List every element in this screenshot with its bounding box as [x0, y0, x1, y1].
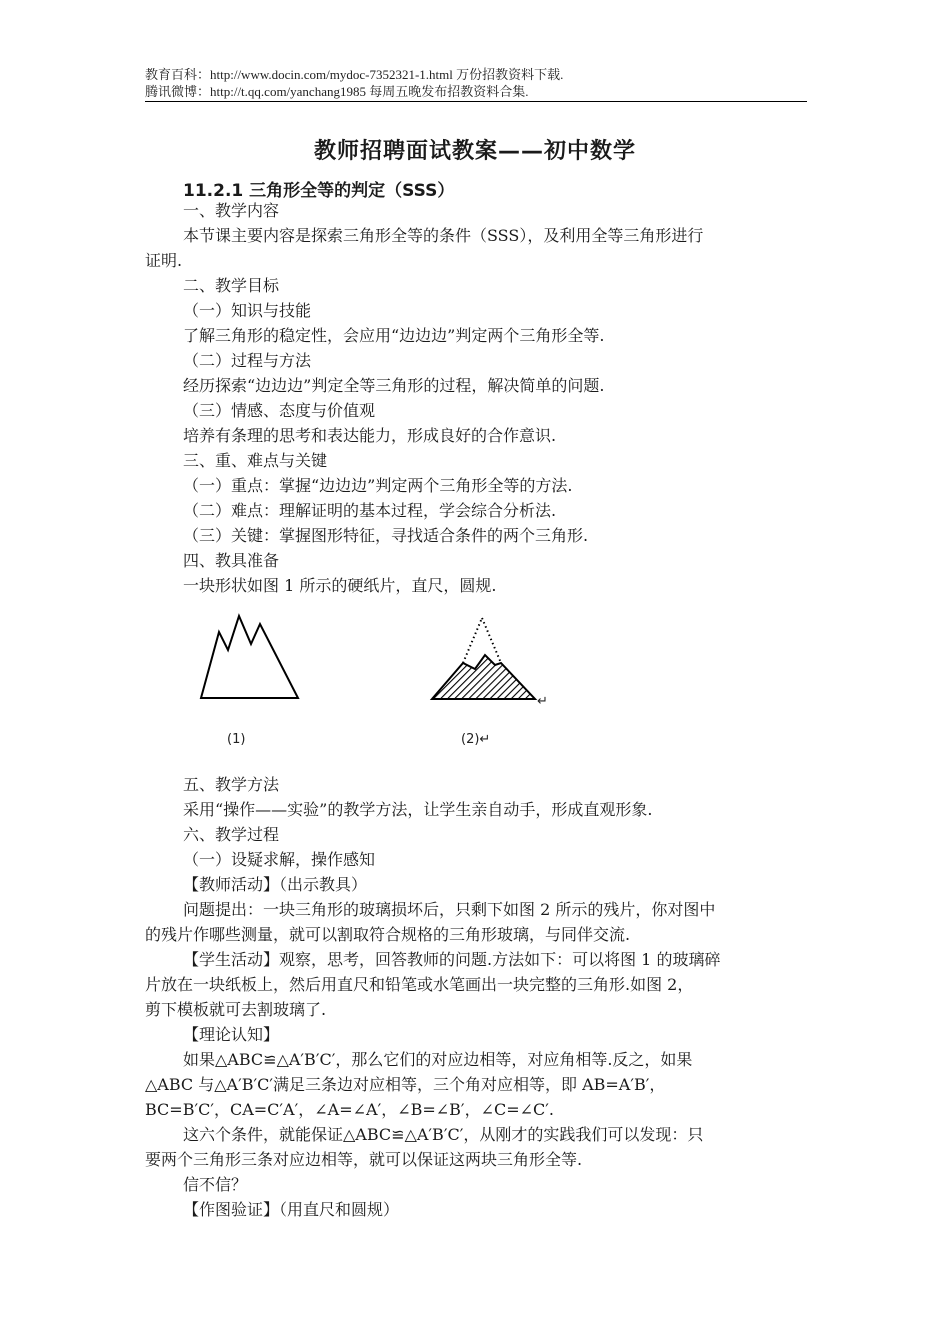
paragraph-line: 的残片作哪些测量，就可以割取符合规格的三角形玻璃，与同伴交流. — [145, 925, 631, 944]
heading-teaching-content: 一、教学内容 — [183, 201, 280, 220]
paragraph-line: 采用“操作——实验”的教学方法，让学生亲自动手，形成直观形象. — [183, 800, 653, 819]
header-rule — [145, 101, 807, 102]
subheading: （三）情感、态度与价值观 — [183, 401, 376, 420]
list-item: （二）难点：理解证明的基本过程，学会综合分析法. — [183, 501, 557, 520]
paragraph-line: 一块形状如图 1 所示的硬纸片，直尺，圆规. — [183, 576, 497, 595]
section-subtitle: 11.2.1 三角形全等的判定（SSS） — [183, 181, 455, 201]
figure-triangles — [180, 612, 580, 747]
paragraph-line: 信不信？ — [183, 1175, 248, 1194]
figure-1-label: (1) — [227, 732, 246, 747]
subheading: （二）过程与方法 — [183, 351, 312, 370]
paragraph-line: 培养有条理的思考和表达能力，形成良好的合作意识. — [183, 426, 557, 445]
paragraph-line: 如果△ABC≌△A′B′C′，那么它们的对应边相等，对应角相等.反之，如果 — [183, 1050, 693, 1069]
list-item: （一）重点：掌握“边边边”判定两个三角形全等的方法. — [183, 476, 573, 495]
paragraph-line: 本节课主要内容是探索三角形全等的条件（SSS），及利用全等三角形进行 — [183, 226, 704, 245]
heading-teaching-aids: 四、教具准备 — [183, 551, 280, 570]
subheading: （一）知识与技能 — [183, 301, 312, 320]
paragraph-line: BC=B′C′，CA=C′A′，∠A=∠A′，∠B=∠B′，∠C=∠C′. — [145, 1100, 554, 1119]
heading-teaching-process: 六、教学过程 — [183, 825, 280, 844]
paragraph-line: 要两个三角形三条对应边相等，就可以保证这两块三角形全等. — [145, 1150, 583, 1169]
figure-2-shape — [432, 618, 535, 699]
activity-label: 【作图验证】（用直尺和圆规） — [183, 1200, 400, 1219]
paragraph-line: 问题提出：一块三角形的玻璃损坏后，只剩下如图 2 所示的残片，你对图中 — [183, 900, 716, 919]
activity-label: 【理论认知】 — [183, 1025, 280, 1044]
paragraph-line: △ABC 与△A′B′C′满足三条边对应相等，三个角对应相等，即 AB=A′B′， — [145, 1075, 666, 1094]
paragraph-line: 证明. — [145, 251, 183, 270]
activity-label: 【教师活动】（出示教具） — [183, 875, 368, 894]
heading-teaching-goals: 二、教学目标 — [183, 276, 280, 295]
figure-2-label: (2)↵ — [461, 732, 491, 747]
paragraph-line: 这六个条件，就能保证△ABC≌△A′B′C′，从刚才的实践我们可以发现：只 — [183, 1125, 704, 1144]
heading-key-points: 三、重、难点与关键 — [183, 451, 328, 470]
subheading: （一）设疑求解，操作感知 — [183, 850, 376, 869]
paragraph-mark: ↵ — [537, 694, 548, 709]
paragraph-line: 片放在一块纸板上，然后用直尺和铅笔或水笔画出一块完整的三角形.如图 2， — [145, 975, 694, 994]
document-title: 教师招聘面试教案——初中数学 — [313, 139, 636, 164]
header-line-2[interactable]: 腾讯微博：http://t.qq.com/yanchang1985 每周五晚发布招教资料合集. — [145, 84, 529, 99]
figure-1-shape — [201, 616, 298, 698]
header-line-1[interactable]: 教育百科：http://www.docin.com/mydoc-7352321-1.html 万份招教资料下载. — [145, 67, 564, 82]
page-header — [145, 66, 563, 100]
paragraph-line: 剪下模板就可去割玻璃了. — [145, 1000, 327, 1019]
figure-svg — [180, 612, 580, 722]
paragraph-line: 【学生活动】观察，思考，回答教师的问题.方法如下：可以将图 1 的玻璃碎 — [183, 950, 721, 969]
list-item: （三）关键：掌握图形特征，寻找适合条件的两个三角形. — [183, 526, 589, 545]
heading-teaching-method: 五、教学方法 — [183, 775, 280, 794]
paragraph-line: 了解三角形的稳定性，会应用“边边边”判定两个三角形全等. — [183, 326, 605, 345]
paragraph-line: 经历探索“边边边”判定全等三角形的过程，解决简单的问题. — [183, 376, 605, 395]
